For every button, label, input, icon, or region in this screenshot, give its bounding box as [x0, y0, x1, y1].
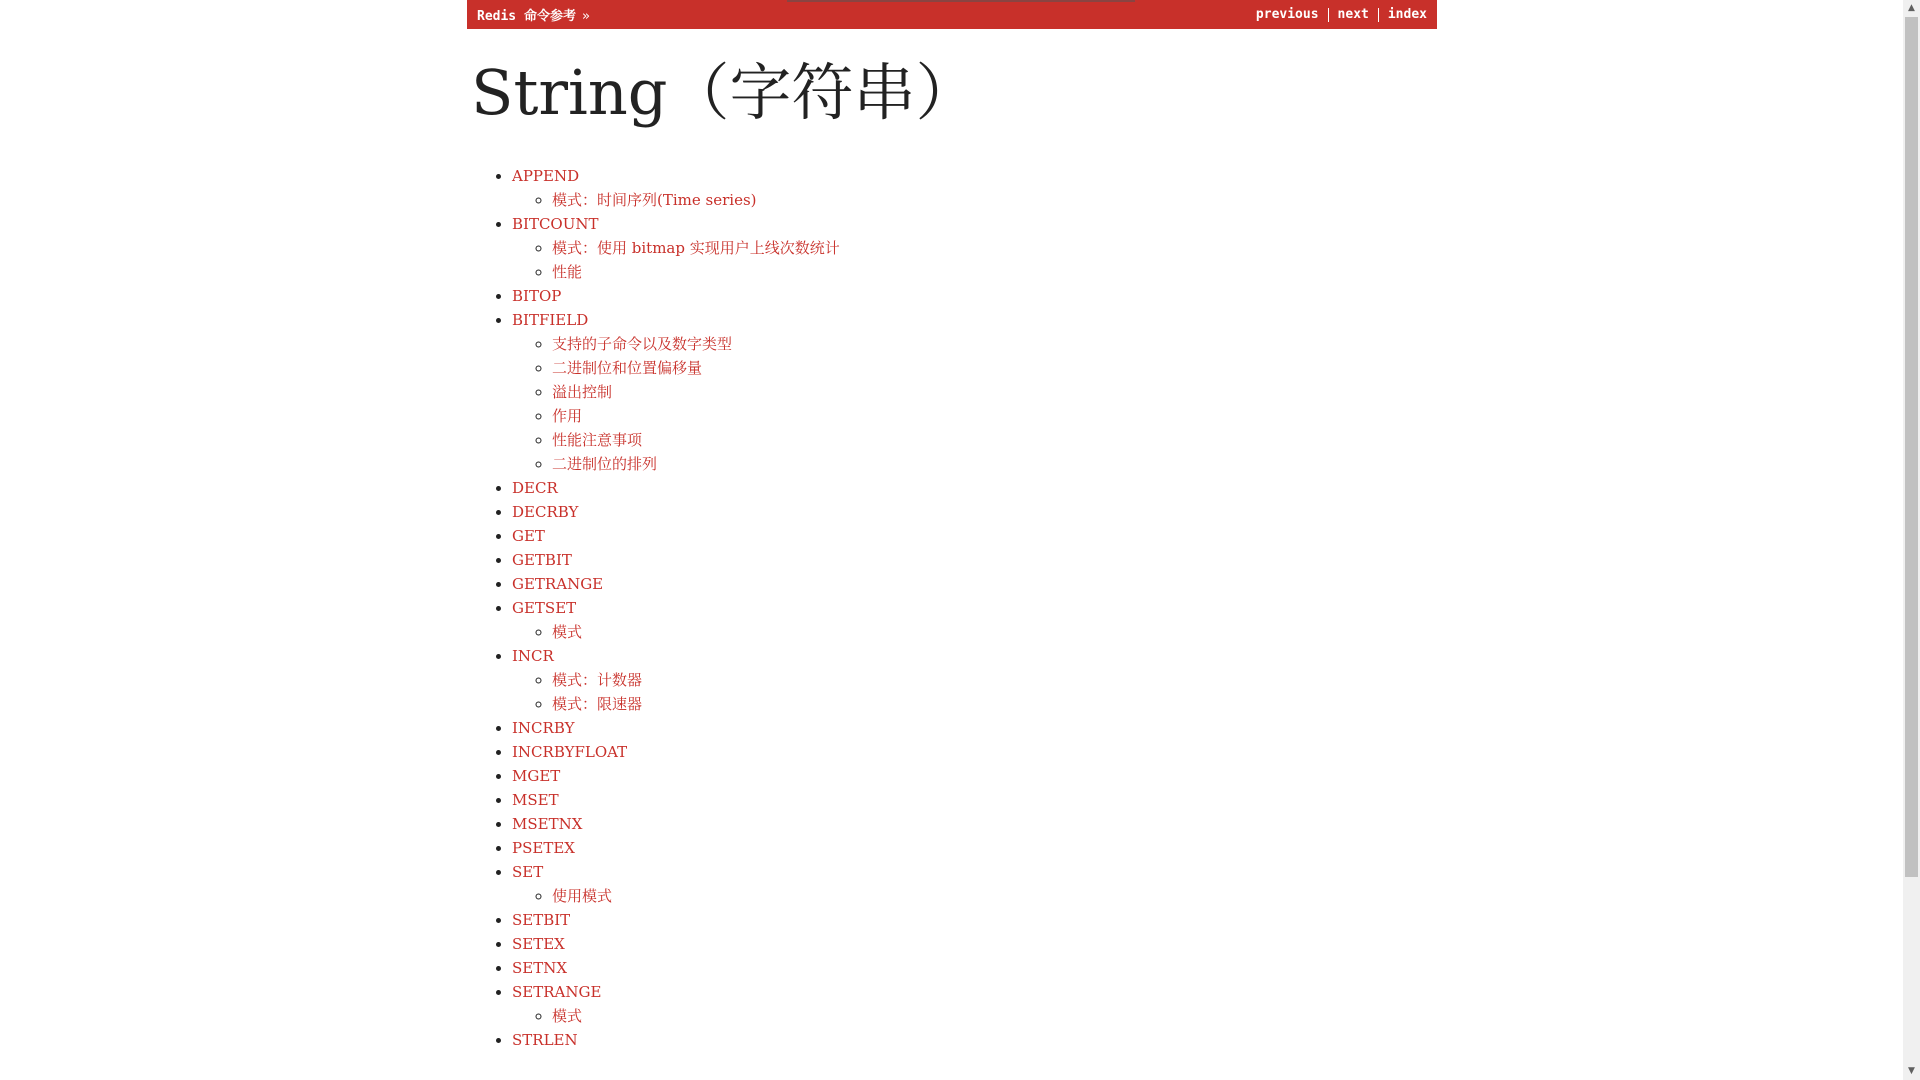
toc-command-link[interactable]: DECRBY — [512, 503, 579, 521]
breadcrumb-home-link[interactable]: Redis 命令参考 — [477, 9, 576, 24]
toc-command-link[interactable]: SETNX — [512, 959, 568, 977]
toc-item — [512, 644, 840, 716]
page-title: String（字符串） — [471, 56, 978, 129]
toc-sublist — [512, 188, 840, 212]
table-of-contents — [467, 164, 840, 1052]
toc-command-link[interactable]: GETBIT — [512, 551, 572, 569]
toc-section-link[interactable]: 模式：使用 bitmap 实现用户上线次数统计 — [552, 239, 840, 257]
toc-command-link[interactable]: STRLEN — [512, 1031, 578, 1049]
toc-sublist — [512, 620, 840, 644]
toc-section-link[interactable]: 性能注意事项 — [552, 431, 643, 449]
toc-sublist — [512, 668, 840, 716]
toc-section-link[interactable]: 模式 — [552, 1007, 583, 1025]
toc-item — [512, 740, 840, 764]
toc-command-link[interactable]: INCR — [512, 647, 554, 665]
toc-sublist — [512, 884, 840, 908]
toc-subitem — [552, 668, 840, 692]
scroll-up-arrow-icon[interactable]: ▲ — [1908, 3, 1915, 13]
toc-command-link[interactable]: GET — [512, 527, 545, 545]
toc-command-link[interactable]: PSETEX — [512, 839, 575, 857]
toc-command-link[interactable]: BITCOUNT — [512, 215, 599, 233]
toc-item — [512, 500, 840, 524]
toc-item — [512, 596, 840, 644]
toc-subitem — [552, 356, 840, 380]
toc-item — [512, 1028, 840, 1052]
toc-item — [512, 764, 840, 788]
toc-subitem — [552, 260, 840, 284]
toc-subitem — [552, 404, 840, 428]
toc-item — [512, 572, 840, 596]
toc-item — [512, 836, 840, 860]
toc-section-link[interactable]: 使用模式 — [552, 887, 613, 905]
toc-item — [512, 980, 840, 1028]
toc-item — [512, 956, 840, 980]
toc-command-link[interactable]: GETSET — [512, 599, 577, 617]
previous-link[interactable]: previous — [1255, 7, 1319, 22]
toc-section-link[interactable]: 模式 — [552, 623, 583, 641]
scrollbar-thumb[interactable] — [1905, 17, 1918, 877]
toc-item — [512, 716, 840, 740]
toc-sublist — [512, 1004, 840, 1028]
toc-item — [512, 860, 840, 908]
toc-section-link[interactable]: 作用 — [552, 407, 583, 425]
toc-item — [512, 908, 840, 932]
toc-item — [512, 212, 840, 284]
toc-section-link[interactable]: 模式：时间序列(Time series) — [552, 191, 757, 209]
toc-command-link[interactable]: INCRBYFLOAT — [512, 743, 628, 761]
toc-subitem — [552, 380, 840, 404]
toc-item — [512, 548, 840, 572]
toc-section-link[interactable]: 二进制位的排列 — [552, 455, 658, 473]
toc-subitem — [552, 620, 840, 644]
toc-item — [512, 284, 840, 308]
toc-command-link[interactable]: SET — [512, 863, 544, 881]
toc-command-link[interactable]: SETBIT — [512, 911, 571, 929]
top-navigation-bar — [467, 0, 1437, 29]
toc-item — [512, 788, 840, 812]
next-link[interactable]: next — [1337, 7, 1369, 22]
toc-section-link[interactable]: 模式：计数器 — [552, 671, 643, 689]
breadcrumb — [477, 5, 590, 24]
toc-subitem — [552, 188, 840, 212]
index-link[interactable]: index — [1387, 7, 1427, 22]
toc-command-link[interactable]: GETRANGE — [512, 575, 604, 593]
toc-item — [512, 476, 840, 500]
page-nav — [1247, 7, 1427, 22]
toc-item — [512, 164, 840, 212]
breadcrumb-separator: » — [581, 9, 590, 24]
toc-sublist — [512, 332, 840, 476]
toc-subitem — [552, 1004, 840, 1028]
toc-subitem — [552, 692, 840, 716]
toc-section-link[interactable]: 模式：限速器 — [552, 695, 643, 713]
toc-command-link[interactable]: BITFIELD — [512, 311, 589, 329]
toc-subitem — [552, 452, 840, 476]
toc-subitem — [552, 884, 840, 908]
toc-item — [512, 932, 840, 956]
toc-command-link[interactable]: INCRBY — [512, 719, 575, 737]
toc-section-link[interactable]: 溢出控制 — [552, 383, 613, 401]
toc-subitem — [552, 236, 840, 260]
toc-command-link[interactable]: DECR — [512, 479, 558, 497]
vertical-scrollbar[interactable] — [1903, 0, 1920, 1080]
toc-command-link[interactable]: SETRANGE — [512, 983, 602, 1001]
toc-sublist — [512, 236, 840, 284]
toc-section-link[interactable]: 支持的子命令以及数字类型 — [552, 335, 733, 353]
toc-section-link[interactable]: 二进制位和位置偏移量 — [552, 359, 703, 377]
toc-command-link[interactable]: APPEND — [512, 167, 580, 185]
toc-command-link[interactable]: SETEX — [512, 935, 565, 953]
scroll-down-arrow-icon[interactable]: ▼ — [1908, 1066, 1915, 1076]
toc-command-link[interactable]: MSETNX — [512, 815, 583, 833]
toc-item — [512, 524, 840, 548]
toc-command-link[interactable]: BITOP — [512, 287, 562, 305]
top-edge-indicator — [787, 0, 1135, 2]
toc-item — [512, 308, 840, 476]
toc-item — [512, 812, 840, 836]
toc-command-link[interactable]: MSET — [512, 791, 559, 809]
toc-section-link[interactable]: 性能 — [552, 263, 583, 281]
toc-subitem — [552, 332, 840, 356]
toc-command-link[interactable]: MGET — [512, 767, 561, 785]
toc-subitem — [552, 428, 840, 452]
